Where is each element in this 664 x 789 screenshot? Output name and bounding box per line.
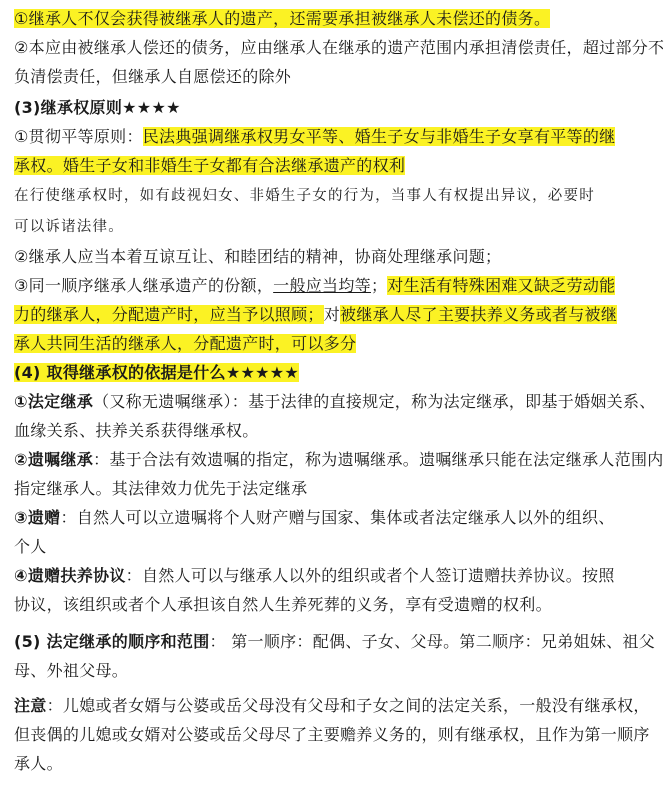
highlighted-text: 承权。婚生子女和非婚生子女都有合法继承遗产的权利 [14, 156, 406, 175]
text-segment: 协议，该组织或者个人承担该自然人生养死葬的义务，享有受遗赠的权利。 [14, 595, 552, 614]
text-line [14, 627, 654, 656]
text-segment: ：自然人可以与继承人以外的组织或者个人签订遗赠扶养协议。按照 [125, 566, 615, 585]
highlighted-text: (4) 取得继承权的依据是什么★★★★★ [14, 363, 300, 382]
text-line [14, 416, 654, 445]
text-line [14, 387, 654, 416]
text-line [14, 358, 654, 387]
text-segment: 在行使继承权时，如有歧视妇女、非婚生子女的行为，当事人有权提出异议，必要时 [14, 188, 595, 204]
text-segment: 一般应当均等 [273, 276, 371, 295]
text-segment: （又称无遗嘱继承）：基于法律的直接规定，称为法定继承，即基于婚姻关系、 [93, 392, 656, 411]
text-line [14, 590, 654, 619]
highlighted-text: 被继承人尽了主要扶养义务或者与被继 [340, 305, 618, 324]
text-segment: ：基于合法有效遗嘱的指定，称为遗嘱继承。遗嘱继承只能在法定继承人范围内 [93, 450, 664, 469]
text-segment: 个人 [14, 537, 47, 556]
text-line [14, 561, 654, 590]
text-line [14, 62, 654, 91]
text-segment: 母、外祖父母。 [14, 661, 129, 680]
text-segment: ②遗嘱继承 [14, 450, 94, 469]
text-segment: ； [370, 276, 388, 295]
text-line [14, 300, 654, 329]
text-line [14, 656, 654, 685]
text-line [14, 242, 654, 271]
text-line [14, 474, 654, 503]
text-line [14, 33, 664, 62]
highlighted-text: 力的继承人，分配遗产时，应当予以照顾； [14, 305, 324, 324]
text-line [14, 691, 654, 720]
text-line [14, 180, 654, 211]
text-line [14, 329, 654, 358]
text-segment: 但丧偶的儿媳或女婿对公婆或岳父母尽了主要赡养义务的，则有继承权，且作为第一顺序 [14, 725, 650, 744]
text-line [14, 503, 654, 532]
text-segment: 血缘关系、扶养关系获得继承权。 [14, 421, 259, 440]
text-segment: ①贯彻平等原则： [14, 127, 143, 146]
text-line [14, 749, 654, 778]
text-line [14, 532, 654, 561]
text-segment: 指定继承人。其法律效力优先于法定继承 [14, 479, 308, 498]
text-segment: (3)继承权原则★★★★ [14, 98, 181, 117]
text-segment: 负清偿责任，但继承人自愿偿还的除外 [14, 67, 292, 86]
highlighted-text: 民法典强调继承权男女平等、婚生子女与非婚生子女享有平等的继 [142, 127, 616, 146]
text-segment: ①法定继承 [14, 392, 94, 411]
text-segment: ：自然人可以立遗嘱将个人财产赠与国家、集体或者法定继承人以外的组织、 [60, 508, 615, 527]
text-line [14, 122, 654, 151]
text-line [14, 151, 654, 180]
text-segment: 承人。 [14, 754, 63, 773]
highlighted-text: 承人共同生活的继承人，分配遗产时，可以多分 [14, 334, 357, 353]
text-line [14, 211, 654, 242]
text-line [14, 4, 654, 33]
text-line [14, 93, 654, 122]
text-segment: ④遗赠扶养协议 [14, 566, 126, 585]
text-segment: ：儿媳或者女婿与公婆或岳父母没有父母和子女之间的法定关系，一般没有继承权， [46, 696, 650, 715]
text-segment: 注意 [14, 696, 47, 715]
text-segment: 可以诉诸法律。 [14, 219, 124, 235]
highlighted-text: ①继承人不仅会获得被继承人的遗产，还需要承担被继承人未偿还的债务。 [14, 9, 551, 28]
text-line [14, 445, 664, 474]
text-segment: ： 第一顺序：配偶、子女、父母。第二顺序：兄弟姐妹、祖父 [209, 632, 656, 651]
text-segment: ③遗赠 [14, 508, 61, 527]
text-line [14, 271, 654, 300]
text-segment: ②继承人应当本着互谅互让、和睦团结的精神，协商处理继承问题； [14, 247, 502, 266]
text-line [14, 720, 654, 749]
text-segment: (5) 法定继承的顺序和范围 [14, 632, 210, 651]
highlighted-text: 对生活有特殊困难又缺乏劳动能 [387, 276, 616, 295]
text-segment: 对 [323, 305, 341, 324]
text-segment: ②本应由被继承人偿还的债务，应由继承人在继承的遗产范围内承担清偿责任，超过部分不 [14, 38, 664, 57]
text-segment: ③同一顺序继承人继承遗产的份额， [14, 276, 274, 295]
